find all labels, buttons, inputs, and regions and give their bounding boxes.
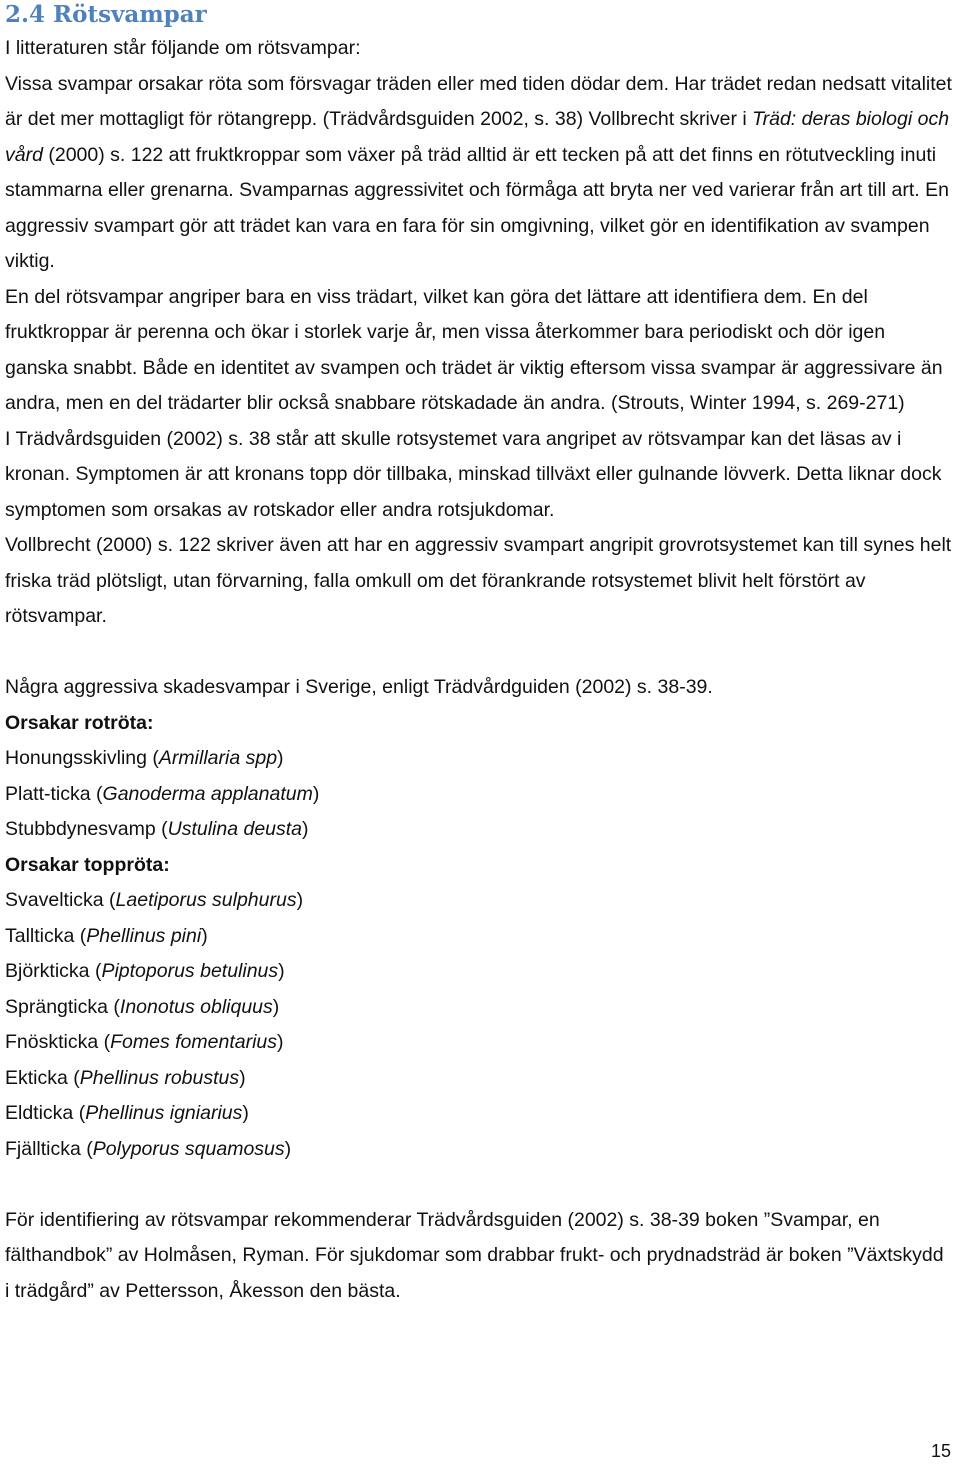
paragraph-3: I Trädvårdsguiden (2002) s. 38 står att skulle rotsystemet vara angripet av rötsvampar kan det läsas av i kronan. Symptomen är att kronans topp dör tillbaka, minskad tillväxt eller gulnande lövverk. Detta liknar dock symptomen som orsakas av rotskador eller andra rotsjukdomar. xyxy=(5,427,942,521)
list-item: Fjällticka (Polyporus squamosus) xyxy=(5,1137,292,1160)
intro-line: I litteraturen står följande om rötsvampar: xyxy=(5,37,361,59)
list-item: Tallticka (Phellinus pini) xyxy=(5,924,208,947)
list-item: Ekticka (Phellinus robustus) xyxy=(5,1066,246,1089)
list-item: Platt-ticka (Ganoderma applanatum) xyxy=(5,782,320,805)
intro-text-end: (2000) s. 122 att fruktkroppar som växer på träd alltid är ett tecken på att det finns en rötutveckling inuti stammarna eller grenarna. Svamparnas aggressivitet och förmåga att bryta ner ved varierar från art till art. En aggressiv svampart gör att trädet kan vara en fara för sin omgivning, vilket gör en identifikation av svampen viktig. xyxy=(5,143,949,272)
list-item: Svavelticka (Laetiporus sulphurus) xyxy=(5,889,304,911)
list-item: Fnöskticka (Fomes fomentarius) xyxy=(5,1031,284,1053)
list-item: Eldticka (Phellinus igniarius) xyxy=(5,1102,249,1124)
top-rot-list xyxy=(5,883,953,1167)
list-item: Sprängticka (Inonotus obliquus) xyxy=(5,995,280,1018)
intro-text-start: Vissa svampar orsakar röta som försvagar träden eller med tiden dödar dem. Har trädet redan nedsatt vitalitet är det mer mottagligt för rötangrepp. (Trädvårdsguiden 2002, s. 38) Vollbrecht skriver i xyxy=(5,72,952,130)
list-item: Stubbdynesvamp (Ustulina deusta) xyxy=(5,818,309,840)
top-rot-label: Orsakar toppröta: xyxy=(5,853,170,876)
list-item: Björkticka (Piptoporus betulinus) xyxy=(5,960,285,982)
section-heading: 2.4 Rötsvampar xyxy=(5,1,207,28)
blank-line xyxy=(5,1167,953,1203)
blank-line xyxy=(5,635,953,671)
list-intro: Några aggressiva skadesvampar i Sverige, enligt Trädvårdguiden (2002) s. 38-39. xyxy=(5,676,713,698)
book-title: Träd: deras biologi och vård xyxy=(5,108,950,166)
closing-paragraph: För identifiering av rötsvampar rekommenderar Trädvårdsguiden (2002) s. 38-39 boken ”Svampar, en fälthandbok” av Holmåsen, Ryman. För sjukdomar som drabbar frukt- och prydnadsträd är boken ”Växtskydd i trädgård” av Pettersson, Åkesson den bästa. xyxy=(5,1208,944,1302)
document-page xyxy=(5,0,953,1309)
page-number: 15 xyxy=(930,1441,951,1461)
root-rot-list xyxy=(5,741,953,848)
list-item: Honungsskivling (Armillaria spp) xyxy=(5,747,284,769)
paragraph-4: Vollbrecht (2000) s. 122 skriver även att har en aggressiv svampart angripit grovrotsystemet kan till synes helt friska träd plötsligt, utan förvarning, falla omkull om det förankrande rotsystemet blivit helt förstört av rötsvampar. xyxy=(5,534,952,627)
paragraph-2: En del rötsvampar angriper bara en viss trädart, vilket kan göra det lättare att identifiera dem. En del fruktkroppar är perenna och ökar i storlek varje år, men vissa återkommer bara periodiskt och dör igen ganska snabbt. Både en identitet av svampen och trädet är viktig eftersom vissa svampar är aggressivare än andra, men en del trädarter blir också snabbare rötskadade än andra. (Strouts, Winter 1994, s. 269-271) xyxy=(5,285,943,414)
root-rot-label: Orsakar rotröta: xyxy=(5,711,154,734)
intro-paragraph xyxy=(5,67,953,280)
